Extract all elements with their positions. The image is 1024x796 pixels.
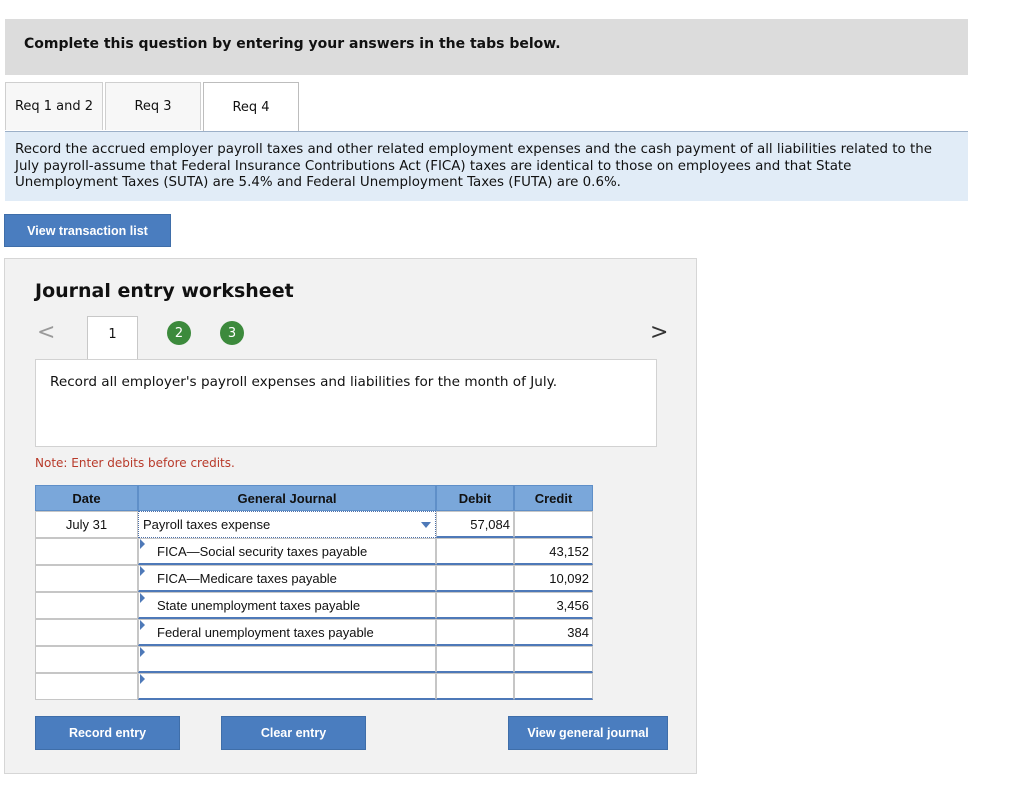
chevron-left-icon[interactable]: < <box>37 320 56 345</box>
credit-input[interactable]: 3,456 <box>514 592 593 619</box>
debit-input[interactable] <box>436 592 514 619</box>
entry-description: Record all employer's payroll expenses and liabilities for the month of July. <box>50 374 558 390</box>
general-journal-table <box>35 485 593 700</box>
page-3-tab[interactable]: 3 <box>220 321 244 345</box>
table-row <box>35 538 593 565</box>
requirement-instruction: Record the accrued employer payroll taxes and other related employment expenses and the cash payment of all liabilities related to the July payroll-assume that Federal Insurance Contributions Act (FICA) taxes are identical to those on employees and that State Unemployment Taxes (SUTA) are 5.4% and Federal Unemployment Taxes (FUTA) are 0.6%. <box>5 132 968 201</box>
date-cell[interactable] <box>35 592 138 619</box>
credit-input[interactable] <box>514 673 593 700</box>
banner-text: Complete this question by entering your answers in the tabs below. <box>24 36 561 52</box>
table-row <box>35 592 593 619</box>
table-row <box>35 565 593 592</box>
account-value: FICA—Medicare taxes payable <box>157 570 337 586</box>
header-credit: Credit <box>514 485 593 511</box>
view-general-journal-button[interactable]: View general journal <box>508 716 668 750</box>
credit-input[interactable] <box>514 511 593 538</box>
account-value: State unemployment taxes payable <box>157 597 361 613</box>
date-cell[interactable] <box>35 565 138 592</box>
debit-input[interactable]: 57,084 <box>436 511 514 538</box>
instructions-banner <box>5 19 968 75</box>
credit-input[interactable]: 384 <box>514 619 593 646</box>
credit-input[interactable] <box>514 646 593 673</box>
page-1-tab[interactable]: 1 <box>87 316 138 360</box>
date-cell[interactable] <box>35 646 138 673</box>
cell-marker-icon <box>140 620 145 630</box>
dropdown-arrow-icon[interactable] <box>421 522 431 528</box>
table-row <box>35 646 593 673</box>
requirement-tabs <box>5 82 968 132</box>
account-value: Payroll taxes expense <box>143 517 271 532</box>
account-select[interactable] <box>138 646 436 673</box>
account-select[interactable] <box>138 592 436 619</box>
cell-marker-icon <box>140 566 145 576</box>
date-cell[interactable] <box>35 673 138 700</box>
note-text: Note: Enter debits before credits. <box>35 456 235 470</box>
header-general-journal: General Journal <box>138 485 436 511</box>
debit-input[interactable] <box>436 565 514 592</box>
debit-input[interactable] <box>436 673 514 700</box>
account-select[interactable] <box>138 619 436 646</box>
account-select[interactable] <box>138 565 436 592</box>
cell-marker-icon <box>140 674 145 684</box>
debit-input[interactable] <box>436 619 514 646</box>
table-row <box>35 619 593 646</box>
tab-req-4[interactable]: Req 4 <box>203 82 299 132</box>
record-entry-button[interactable]: Record entry <box>35 716 180 750</box>
header-debit: Debit <box>436 485 514 511</box>
tab-req-1-and-2[interactable]: Req 1 and 2 <box>5 82 103 130</box>
view-transaction-list-button[interactable]: View transaction list <box>4 214 171 247</box>
account-select[interactable] <box>138 538 436 565</box>
table-row <box>35 673 593 700</box>
cell-marker-icon <box>140 539 145 549</box>
account-value: Federal unemployment taxes payable <box>157 624 374 640</box>
worksheet-title: Journal entry worksheet <box>35 280 294 302</box>
page-2-tab[interactable]: 2 <box>167 321 191 345</box>
header-date: Date <box>35 485 138 511</box>
cell-marker-icon <box>140 593 145 603</box>
entry-description-box <box>35 359 657 447</box>
account-select[interactable] <box>138 511 436 538</box>
tab-req-3[interactable]: Req 3 <box>105 82 201 130</box>
chevron-right-icon[interactable]: > <box>650 320 669 345</box>
cell-marker-icon <box>140 647 145 657</box>
account-value: FICA—Social security taxes payable <box>157 543 368 559</box>
debit-input[interactable] <box>436 646 514 673</box>
date-cell[interactable] <box>35 619 138 646</box>
clear-entry-button[interactable]: Clear entry <box>221 716 366 750</box>
journal-entry-worksheet <box>4 258 697 774</box>
credit-input[interactable]: 10,092 <box>514 565 593 592</box>
date-cell[interactable] <box>35 538 138 565</box>
date-cell[interactable]: July 31 <box>35 511 138 538</box>
account-select[interactable] <box>138 673 436 700</box>
debit-input[interactable] <box>436 538 514 565</box>
table-row <box>35 511 593 538</box>
credit-input[interactable]: 43,152 <box>514 538 593 565</box>
